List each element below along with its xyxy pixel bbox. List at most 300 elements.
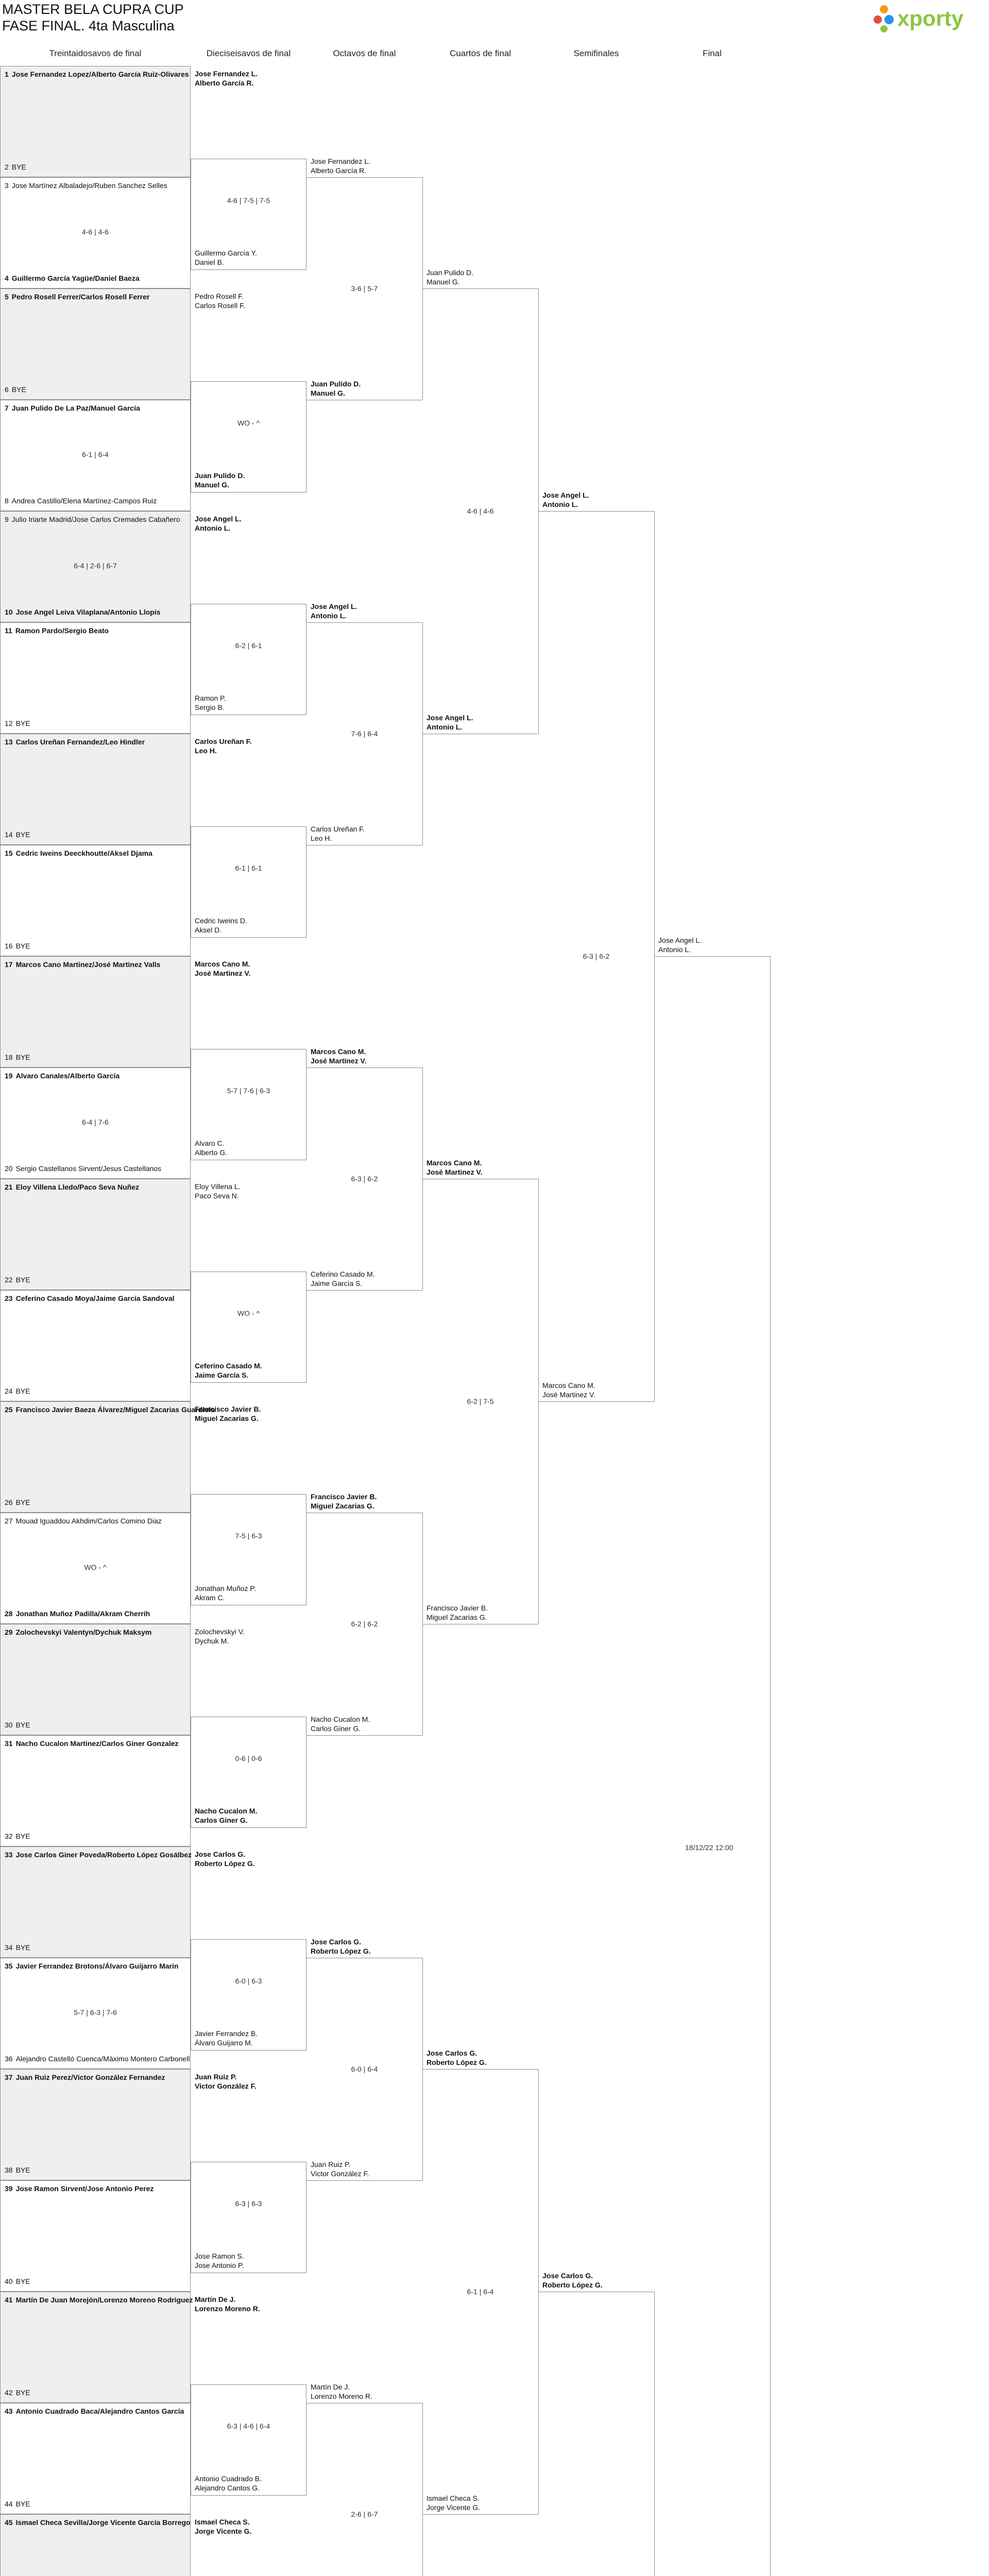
- r1-match[interactable]: [0, 1179, 191, 1290]
- seed-number: 31: [5, 1739, 13, 1748]
- seed-number: 35: [5, 1962, 13, 1970]
- seed-number: 12: [5, 719, 13, 727]
- header-round-of-16: Octavos de final: [333, 48, 396, 58]
- logo-dot-green: [880, 25, 888, 32]
- r1-match[interactable]: [0, 2292, 191, 2403]
- match-score: 6-0 | 6-4: [351, 2065, 378, 2073]
- team-row[interactable]: [1, 274, 190, 283]
- r5-connector-top: [538, 511, 654, 512]
- player-name: Daniel B.: [195, 258, 224, 266]
- team-name: Juan Pulido De La Paz/Manuel García: [11, 404, 140, 412]
- r1-match[interactable]: [0, 1846, 191, 1958]
- r1-match[interactable]: [0, 734, 191, 845]
- team-row[interactable]: [1, 292, 190, 301]
- team-row[interactable]: [1, 1053, 190, 1062]
- match-score: 5-7 | 7-6 | 6-3: [227, 1087, 270, 1095]
- seed-number: 15: [5, 849, 13, 857]
- team-row[interactable]: [1, 1943, 190, 1952]
- team-name: Juan Ruiz Perez/Victor González Fernandez: [15, 2073, 165, 2081]
- r4-team-b: [427, 1603, 488, 1622]
- team-name: Jose Carlos Giner Poveda/Roberto López Gosálbez: [15, 1851, 192, 1859]
- team-name: Francisco Javier Baeza Álvarez/Miguel Zacarias Guardiola: [15, 1405, 215, 1414]
- seed-number: 1: [5, 70, 9, 78]
- player-name: Juan Pulido D.: [195, 471, 245, 480]
- player-name: José Martinez V.: [195, 969, 251, 977]
- match-score: 6-4 | 7-6: [82, 1118, 109, 1126]
- r3-connector-bottom: [306, 1735, 422, 1736]
- team-name: Jose Ramon Sirvent/Jose Antonio Perez: [15, 2184, 154, 2193]
- seed-number: 24: [5, 1387, 13, 1395]
- player-name: Carlos Giner G.: [311, 1724, 361, 1733]
- player-name: Paco Seva N.: [195, 1192, 239, 1200]
- player-name: Jose Angel L.: [195, 515, 242, 523]
- team-name: Antonio Cuadrado Baca/Alejandro Cantos García: [15, 2407, 184, 2415]
- player-name: Ismael Checa S.: [427, 2494, 480, 2502]
- match-score: WO - ^: [237, 1309, 260, 1317]
- r3-team-b: [311, 379, 361, 398]
- player-name: Jose Carlos G.: [195, 1850, 246, 1858]
- team-row[interactable]: [1, 162, 190, 172]
- team-row[interactable]: [1, 830, 190, 839]
- player-name: Sergio B.: [195, 703, 225, 711]
- match-score: 4-6 | 4-6: [467, 507, 494, 515]
- player-name: Marcos Cano M.: [195, 960, 250, 968]
- team-row[interactable]: [1, 719, 190, 728]
- seed-number: 30: [5, 1721, 13, 1729]
- r3-team-b: [311, 1715, 370, 1733]
- seed-number: 13: [5, 738, 13, 746]
- r1-match[interactable]: [0, 1290, 191, 1401]
- r5-team-a: [542, 2271, 603, 2290]
- team-row[interactable]: [1, 1386, 190, 1396]
- player-name: Leo H.: [195, 747, 217, 755]
- team-row[interactable]: [1, 2165, 190, 2175]
- team-row[interactable]: [1, 515, 190, 524]
- team-name: Martín De Juan Morejón/Lorenzo Moreno Rodriguez: [15, 2296, 193, 2304]
- r3-team-a: [311, 2382, 372, 2401]
- seed-number: 2: [5, 163, 9, 171]
- r3-team-b: [311, 2160, 369, 2178]
- r3-connector-top: [306, 622, 422, 623]
- player-name: Ramon P.: [195, 694, 226, 702]
- player-name: Jose Carlos G.: [427, 2049, 478, 2057]
- r1-match[interactable]: [0, 2514, 191, 2576]
- player-name: Jose Fernandez L.: [195, 70, 258, 78]
- team-name: Guillermo García Yagüe/Daniel Baeza: [11, 274, 140, 282]
- team-name: Alvaro Canales/Alberto García: [15, 1072, 120, 1080]
- r1-match[interactable]: [0, 956, 191, 1067]
- team-row[interactable]: [1, 1405, 215, 1414]
- player-name: Ismael Checa S.: [195, 2518, 250, 2526]
- team-row[interactable]: [1, 2406, 190, 2416]
- team-name: BYE: [15, 942, 30, 950]
- player-name: Alberto G.: [195, 1148, 228, 1157]
- team-name: Mouad Iguaddou Akhdim/Carlos Comino Diaz: [15, 1517, 162, 1525]
- seed-number: 28: [5, 1609, 13, 1618]
- r2-team-a: [195, 2295, 260, 2313]
- player-name: Jorge Vicente G.: [195, 2527, 252, 2535]
- player-name: Marcos Cano M.: [311, 1047, 366, 1056]
- team-row[interactable]: [1, 2388, 190, 2397]
- match-score: 4-6 | 4-6: [82, 228, 109, 236]
- page-title: [2, 1, 184, 34]
- team-row[interactable]: [1, 1628, 190, 1637]
- team-row[interactable]: [1, 2184, 190, 2193]
- player-name: Juan Ruiz P.: [311, 2160, 351, 2168]
- player-name: José Martinez V.: [311, 1057, 367, 1065]
- seed-number: 8: [5, 497, 9, 505]
- r1-match[interactable]: [0, 177, 191, 289]
- seed-number: 18: [5, 1053, 13, 1061]
- match-score: WO - ^: [237, 419, 260, 427]
- r2-team-a: [195, 2517, 251, 2536]
- player-name: Eloy Villena L.: [195, 1182, 241, 1191]
- r1-match[interactable]: [0, 400, 191, 511]
- player-name: Jose Fernandez L.: [311, 157, 370, 165]
- r2-team-a: [195, 959, 250, 978]
- team-row[interactable]: [1, 1850, 190, 1859]
- team-row[interactable]: [1, 496, 190, 505]
- player-name: Martín De J.: [195, 2295, 236, 2303]
- r1-match[interactable]: [0, 1067, 191, 1179]
- r3-team-a: [311, 157, 370, 175]
- seed-number: 9: [5, 515, 9, 523]
- team-name: Jose Fernandez Lopez/Alberto García Ruiz-Olivares: [11, 70, 189, 78]
- team-row[interactable]: [1, 1720, 190, 1730]
- player-name: Juan Pulido D.: [311, 380, 361, 388]
- player-name: Jose Angel L.: [311, 602, 357, 611]
- team-name: Pedro Rosell Ferrer/Carlos Rosell Ferrer: [11, 293, 150, 301]
- player-name: Jose Antonio P.: [195, 2261, 244, 2269]
- match-score: 6-1 | 6-1: [235, 864, 262, 872]
- team-row[interactable]: [1, 70, 190, 79]
- seed-number: 5: [5, 293, 9, 301]
- match-score: 7-6 | 6-4: [351, 730, 378, 738]
- player-name: Roberto López G.: [311, 1947, 371, 1955]
- match-score: 6-3 | 6-2: [583, 952, 610, 960]
- team-name: Ramon Pardo/Sergio Beato: [15, 626, 109, 635]
- match-score: 6-3 | 6-3: [235, 2199, 262, 2208]
- team-name: BYE: [15, 1053, 30, 1061]
- r3-team-a: [311, 1492, 377, 1511]
- player-name: Jose Angel L.: [658, 936, 702, 944]
- team-name: BYE: [15, 1943, 30, 1952]
- team-name: BYE: [15, 2388, 30, 2397]
- r3-team-b: [311, 1269, 375, 1288]
- player-name: Antonio L.: [195, 524, 231, 532]
- team-row[interactable]: [1, 737, 190, 747]
- logo-dot-red: [874, 15, 882, 24]
- team-row[interactable]: [1, 2295, 193, 2304]
- team-row[interactable]: [1, 1961, 190, 1971]
- r4-team-b: [427, 713, 473, 732]
- final-connector-top: [654, 956, 770, 957]
- player-name: Jose Angel L.: [542, 491, 589, 499]
- r1-match[interactable]: [0, 622, 191, 734]
- r2-team-b: [195, 1139, 227, 1157]
- player-name: Manuel G.: [311, 389, 345, 397]
- seed-number: 32: [5, 1832, 13, 1840]
- player-name: Miguel Zacarias G.: [195, 1414, 259, 1422]
- player-name: Aksel D.: [195, 926, 222, 934]
- final-schedule: 18/12/22 12:00: [685, 1843, 734, 1852]
- team-row[interactable]: [1, 960, 190, 969]
- match-score: 6-3 | 6-2: [351, 1175, 378, 1183]
- team-name: Marcos Cano Martinez/José Martinez Valls: [15, 960, 161, 969]
- player-name: Jose Angel L.: [427, 714, 473, 722]
- seed-number: 22: [5, 1276, 13, 1284]
- r4-team-a: [427, 2048, 487, 2067]
- match-score: 6-2 | 6-1: [235, 641, 262, 650]
- r2-team-a: [195, 2072, 257, 2091]
- team-row[interactable]: [1, 1071, 190, 1080]
- r2-team-b: [195, 471, 245, 489]
- xporty-logo: [871, 2, 988, 34]
- team-name: Julio Iriarte Madrid/Jose Carlos Cremades Cabañero: [11, 515, 180, 523]
- r1-match[interactable]: [0, 1513, 191, 1624]
- team-name: BYE: [15, 831, 30, 839]
- team-name: BYE: [15, 2166, 30, 2174]
- r1-match[interactable]: [0, 1958, 191, 2069]
- r2-team-b: [195, 248, 257, 267]
- seed-number: 21: [5, 1183, 13, 1191]
- r2-team-a: [195, 1404, 261, 1423]
- seed-number: 45: [5, 2518, 13, 2527]
- player-name: Zolochevskyi V.: [195, 1628, 245, 1636]
- team-row[interactable]: [1, 1164, 190, 1173]
- match-score: 7-5 | 6-3: [235, 1532, 262, 1540]
- player-name: Francisco Javier B.: [195, 1405, 261, 1413]
- team-row[interactable]: [1, 403, 190, 413]
- header-quarterfinals: Cuartos de final: [449, 48, 511, 58]
- player-name: Jaime García S.: [195, 1371, 249, 1379]
- team-row[interactable]: [1, 1498, 190, 1507]
- match-score: 6-4 | 2-6 | 6-7: [74, 562, 117, 570]
- seed-number: 11: [5, 626, 12, 635]
- team-name: Eloy Villena Lledo/Paco Seva Nuñez: [15, 1183, 139, 1191]
- xporty-logo-mark: [871, 2, 988, 34]
- r3-team-b: [311, 824, 365, 843]
- team-name: BYE: [15, 1721, 30, 1729]
- r5-team-b: [542, 1381, 595, 1399]
- r1-match[interactable]: [0, 2069, 191, 2180]
- team-row[interactable]: [1, 1275, 190, 1284]
- seed-number: 6: [5, 385, 9, 394]
- player-name: Marcos Cano M.: [542, 1381, 595, 1389]
- team-name: Ismael Checa Sevilla/Jorge Vicente García Borrego: [15, 2518, 191, 2527]
- match-score: 6-2 | 7-5: [467, 1397, 494, 1405]
- final-team-a: [658, 936, 702, 954]
- r4-team-a: [427, 268, 473, 286]
- team-row[interactable]: [1, 626, 190, 635]
- team-row[interactable]: [1, 1182, 190, 1192]
- r2-team-a: [195, 514, 242, 533]
- team-name: BYE: [15, 2277, 30, 2285]
- player-name: Ceferino Casado M.: [195, 1362, 262, 1370]
- logo-dot-orange: [880, 5, 888, 13]
- seed-number: 14: [5, 831, 13, 839]
- team-name: Cedric Iweins Deeckhoutte/Aksel Djama: [15, 849, 152, 857]
- player-name: Antonio L.: [658, 945, 691, 954]
- header-round-of-64: Treintaidosavos de final: [49, 48, 142, 58]
- player-name: Javier Ferrandez B.: [195, 2029, 258, 2038]
- r2-team-b: [195, 916, 247, 935]
- team-name: BYE: [15, 1832, 30, 1840]
- team-row[interactable]: [1, 2054, 190, 2063]
- player-name: Martín De J.: [311, 2383, 350, 2391]
- r4-team-a: [427, 1158, 482, 1177]
- r2-team-b: [195, 2474, 262, 2493]
- r1-match[interactable]: [0, 289, 191, 400]
- r3-team-a: [311, 1937, 371, 1956]
- r1-match[interactable]: [0, 511, 191, 622]
- seed-number: 23: [5, 1294, 13, 1302]
- r3-connector-top: [306, 177, 422, 178]
- team-name: Alejandro Castelló Cuenca/Máximo Montero Carbonell: [15, 2055, 190, 2063]
- team-name: BYE: [15, 1276, 30, 1284]
- team-name: BYE: [15, 2500, 30, 2508]
- r2-team-b: [195, 1361, 262, 1380]
- team-row[interactable]: [1, 2277, 190, 2286]
- player-name: Antonio L.: [427, 723, 463, 731]
- header-final: Final: [703, 48, 722, 58]
- player-name: Marcos Cano M.: [427, 1159, 482, 1167]
- r2-team-a: [195, 1850, 255, 1868]
- team-row[interactable]: [1, 1516, 190, 1526]
- seed-number: 20: [5, 1164, 13, 1173]
- player-name: Pedro Rosell F.: [195, 292, 244, 300]
- seed-number: 16: [5, 942, 13, 950]
- r4-connector-bottom: [422, 2514, 538, 2515]
- seed-number: 25: [5, 1405, 13, 1414]
- r2-team-b: [195, 1584, 256, 1602]
- team-name: Andrea Castillo/Elena Martínez-Campos Ruiz: [11, 497, 157, 505]
- player-name: Juan Pulido D.: [427, 268, 474, 277]
- r1-match[interactable]: [0, 1401, 215, 1513]
- player-name: Roberto López G.: [427, 2058, 487, 2066]
- player-name: Victor González F.: [311, 2170, 369, 2178]
- team-name: Sergio Castellanos Sirvent/Jesus Castellanos: [15, 1164, 162, 1173]
- seed-number: 39: [5, 2184, 13, 2193]
- r1-match[interactable]: [0, 2180, 191, 2292]
- team-row[interactable]: [1, 2499, 190, 2509]
- player-name: Alvaro C.: [195, 1139, 225, 1147]
- seed-number: 44: [5, 2500, 13, 2508]
- team-row[interactable]: [1, 2073, 190, 2082]
- player-name: Carlos Ureñan F.: [195, 737, 252, 745]
- seed-number: 4: [5, 274, 9, 282]
- r1-match[interactable]: [0, 1735, 191, 1846]
- player-name: Jose Carlos G.: [311, 1938, 362, 1946]
- team-row[interactable]: [1, 1609, 190, 1618]
- r1-match[interactable]: [0, 66, 191, 177]
- team-name: Jonathan Muñoz Padilla/Akram Cherrih: [15, 1609, 150, 1618]
- player-name: Antonio Cuadrado B.: [195, 2475, 262, 2483]
- team-row[interactable]: [1, 1832, 190, 1841]
- player-name: Lorenzo Moreno R.: [195, 2304, 260, 2313]
- r5-connector-side: [654, 2292, 655, 2576]
- r2-team-a: [195, 1182, 240, 1200]
- team-row[interactable]: [1, 385, 190, 394]
- r3-team-a: [311, 1047, 366, 1065]
- player-name: Lorenzo Moreno R.: [311, 2392, 372, 2400]
- seed-number: 43: [5, 2407, 13, 2415]
- r2-team-b: [195, 2251, 244, 2270]
- team-name: Jose Angel Leiva Vilaplana/Antonio Llopis: [15, 608, 161, 616]
- player-name: Ceferino Casado M.: [311, 1270, 375, 1278]
- player-name: Alberto García R.: [311, 166, 367, 175]
- team-name: Ceferino Casado Moya/Jaime García Sandoval: [15, 1294, 175, 1302]
- team-row[interactable]: [1, 1294, 190, 1303]
- seed-number: 41: [5, 2296, 13, 2304]
- seed-number: 7: [5, 404, 9, 412]
- player-name: Nacho Cucalon M.: [195, 1807, 258, 1815]
- team-row[interactable]: [1, 941, 190, 951]
- player-name: Álvaro Guijarro M.: [195, 2039, 253, 2047]
- header-semifinals: Semifinales: [573, 48, 619, 58]
- logo-text: xporty: [897, 6, 964, 30]
- team-row[interactable]: [1, 1739, 190, 1748]
- team-row[interactable]: [1, 607, 190, 617]
- player-name: Cedric Iweins D.: [195, 917, 247, 925]
- r2-team-a: [195, 737, 251, 755]
- player-name: Dychuk M.: [195, 1637, 229, 1645]
- match-score: 6-1 | 6-4: [467, 2287, 494, 2296]
- match-score: 6-0 | 6-3: [235, 1977, 262, 1985]
- match-score: 5-7 | 6-3 | 7-6: [74, 2008, 117, 2016]
- seed-number: 34: [5, 1943, 13, 1952]
- r2-team-a: [195, 292, 245, 310]
- team-name: BYE: [15, 719, 30, 727]
- player-name: Akram C.: [195, 1594, 225, 1602]
- player-name: Carlos Ureñan F.: [311, 825, 365, 833]
- player-name: Jose Carlos G.: [542, 2272, 593, 2280]
- player-name: Alberto García R.: [195, 79, 254, 87]
- player-name: Carlos Rosell F.: [195, 301, 246, 310]
- player-name: José Martinez V.: [542, 1391, 595, 1399]
- match-score: 0-6 | 0-6: [235, 1754, 262, 1762]
- team-name: Carlos Ureñan Fernandez/Leo Hindler: [15, 738, 145, 746]
- team-row[interactable]: [1, 181, 190, 190]
- r3-connector-top: [306, 1067, 422, 1068]
- team-name: Javier Ferrandez Brotons/Álvaro Guijarro Marin: [15, 1962, 179, 1970]
- r2-team-a: [195, 69, 258, 88]
- player-name: Roberto López G.: [542, 2281, 603, 2289]
- team-row[interactable]: [1, 849, 190, 858]
- seed-number: 17: [5, 960, 13, 969]
- r4-connector-top: [422, 2069, 538, 2070]
- r2-team-b: [195, 1806, 257, 1825]
- r4-team-b: [427, 2494, 480, 2512]
- r1-match[interactable]: [0, 845, 191, 956]
- player-name: Miguel Zacarias G.: [427, 1613, 487, 1621]
- seed-number: 3: [5, 181, 9, 190]
- match-score: 4-6 | 7-5 | 7-5: [227, 196, 270, 205]
- seed-number: 38: [5, 2166, 13, 2174]
- team-row[interactable]: [1, 2518, 190, 2527]
- team-name: Zolochevskyi Valentyn/Dychuk Maksym: [15, 1628, 152, 1636]
- title-line-2: FASE FINAL. 4ta Masculina: [2, 18, 175, 33]
- r1-match[interactable]: [0, 2403, 191, 2514]
- player-name: Jonathan Muñoz P.: [195, 1584, 256, 1592]
- seed-number: 40: [5, 2277, 13, 2285]
- match-score: 2-6 | 6-7: [351, 2510, 378, 2518]
- r1-match[interactable]: [0, 1624, 191, 1735]
- player-name: Leo H.: [311, 834, 332, 842]
- r3-team-a: [311, 602, 357, 620]
- r2-team-b: [195, 693, 226, 712]
- header-round-of-32: Dieciseisavos de final: [206, 48, 291, 58]
